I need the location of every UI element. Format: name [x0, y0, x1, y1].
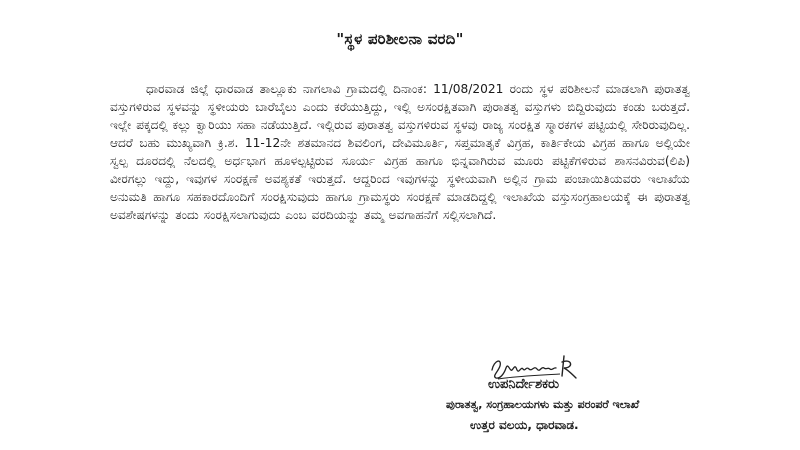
document-body [110, 80, 690, 224]
office-location: ಉತ್ತರ ವಲಯ, ಧಾರವಾಡ. [470, 418, 579, 432]
document-title: "ಸ್ಥಳ ಪರಿಶೀಲನಾ ವರದಿ" [336, 30, 464, 48]
department-name: ಪುರಾತತ್ವ, ಸಂಗ್ರಹಾಲಯಗಳು ಮತ್ತು ಪರಂಪರೆ ಇಲಾಖೆ [446, 398, 640, 411]
body-paragraph: ಧಾರವಾಡ ಜಿಲ್ಲೆ ಧಾರವಾಡ ತಾಲ್ಲೂಕು ನಾಗಲಾವಿ ಗ್ರಾಮದಲ್ಲಿ ದಿನಾಂಕ: 11/08/2021 ರಂದು ಸ್ಥಳ ಪರಿಶೀಲನೆ ಮಾಡಲಾಗಿ ಪುರಾತತ್ವ ವಸ್ತುಗಳಿರುವ ಸ್ಥಳವನ್ನು ಸ್ಥಳೀಯರು ಬಾರೆಬೈಲು ಎಂದು ಕರೆಯುತ್ತಿದ್ದು, ಇಲ್ಲಿ ಅಸಂರಕ್ಷಿತವಾಗಿ ಪುರಾತತ್ವ ವಸ್ತುಗಳು ಬಿದ್ದಿರುವುದು ಕಂಡು ಬರುತ್ತದೆ. ಇಲ್ಲೇ ಪಕ್ಕದಲ್ಲಿ ಕಲ್ಲು ಕ್ವಾರಿಯು ಸಹಾ ನಡೆಯುತ್ತಿದೆ. ಇಲ್ಲಿರುವ ಪುರಾತತ್ವ ವಸ್ತುಗಳಿರುವ ಸ್ಥಳವು ರಾಜ್ಯ ಸಂರಕ್ಷಿತ ಸ್ಮಾರಕಗಳ ಪಟ್ಟಿಯಲ್ಲಿ ಸೇರಿರುವುದಿಲ್ಲ. ಆದರೆ ಬಹು ಮುಖ್ಯವಾಗಿ ಕ್ರಿ.ಶ. 11-12ನೇ ಶತಮಾನದ ಶಿವಲಿಂಗ, ದೇವಿಮೂರ್ತಿ, ಸಪ್ತಮಾತೃಕೆ ವಿಗ್ರಹ, ಕಾರ್ತಿಕೇಯ ವಿಗ್ರಹ ಹಾಗೂ ಅಲ್ಲಿಯೇ ಸ್ವಲ್ಪ ದೂರದಲ್ಲಿ ನೆಲದಲ್ಲಿ ಅರ್ಧಭಾಗ ಹೂಳಲ್ಪಟ್ಟಿರುವ ಸೂರ್ಯ ವಿಗ್ರಹ ಹಾಗೂ ಭಿನ್ನವಾಗಿರುವ ಮೂರು ಪಟ್ಟಿಕೆಗಳಿರುವ ಶಾಸನವಿರುವ(ಲಿಪಿ) ವೀರಗಲ್ಲು ಇದ್ದು, ಇವುಗಳ ಸಂರಕ್ಷಣೆ ಅವಶ್ಯಕತೆ ಇರುತ್ತದೆ. ಆದ್ದರಿಂದ ಇವುಗಳನ್ನು ಸ್ಥಳೀಯವಾಗಿ ಅಲ್ಲಿನ ಗ್ರಾಮ ಪಂಚಾಯಿತಿಯವರು ಇಲಾಖೆಯ ಅನುಮತಿ ಹಾಗೂ ಸಹಕಾರದೊಂದಿಗೆ ಸಂರಕ್ಷಿಸುವುದು ಹಾಗೂ ಗ್ರಾಮಸ್ಥರು ಸಂರಕ್ಷಣೆ ಮಾಡದಿದ್ದಲ್ಲಿ ಇಲಾಖೆಯ ವಸ್ತುಸಂಗ್ರಹಾಲಯಕ್ಕೆ ಈ ಪುರಾತತ್ವ ಅವಶೇಷಗಳನ್ನು ತಂದು ಸಂರಕ್ಷಿಸಲಾಗುವುದು ಎಂಬ ವರದಿಯನ್ನು ತಮ್ಮ ಅವಗಾಹನೆಗೆ ಸಲ್ಲಿಸಲಾಗಿದೆ. [110, 82, 690, 222]
signature-block [430, 375, 730, 435]
designation: ಉಪನಿರ್ದೇಶಕರು [488, 377, 559, 392]
